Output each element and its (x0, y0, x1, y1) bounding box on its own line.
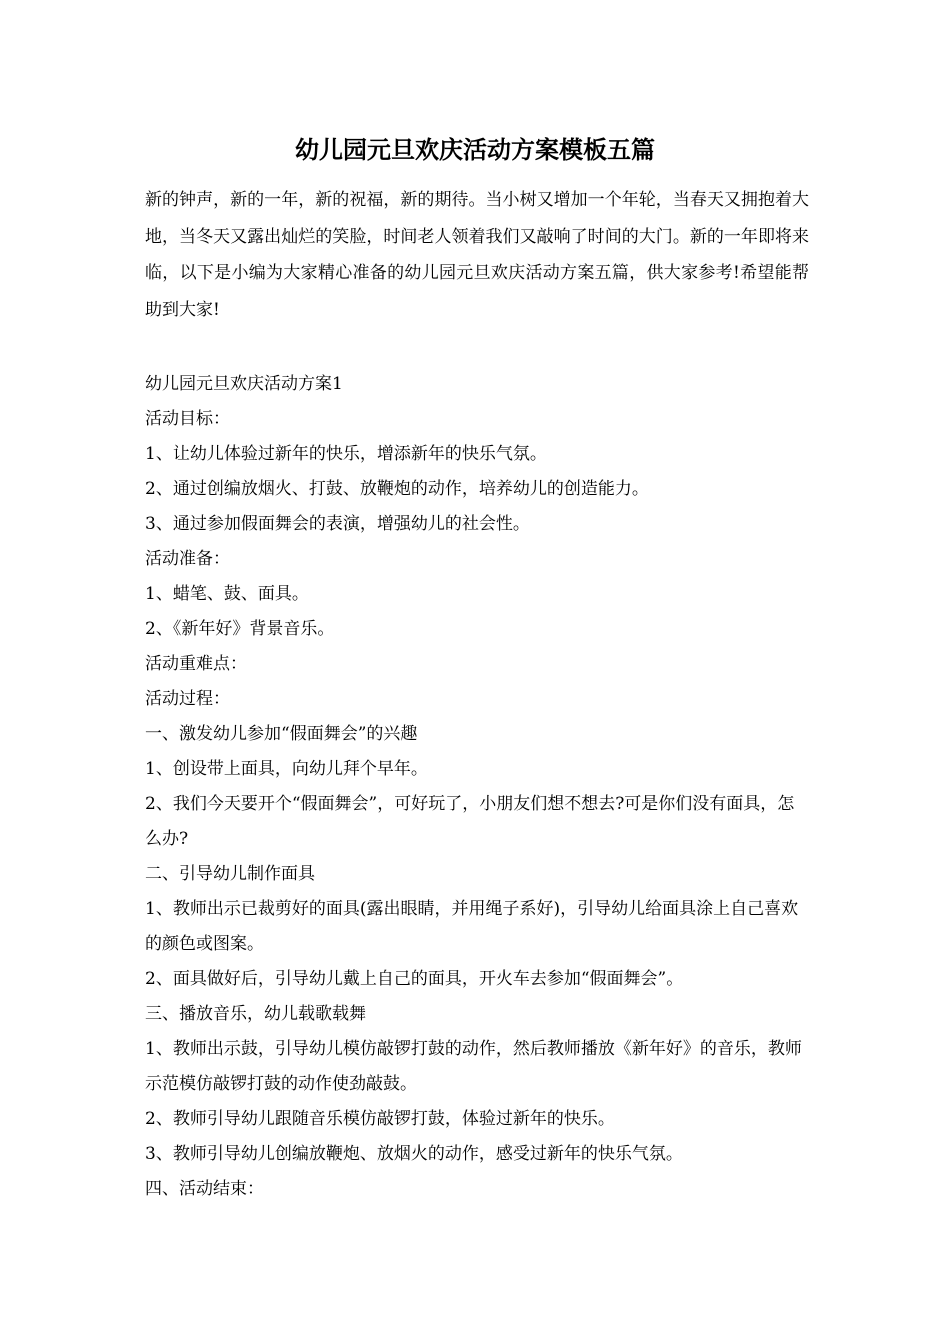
text-line: 四、活动结束： (145, 1179, 264, 1199)
text-line: 2、通过创编放烟火、打鼓、放鞭炮的动作，培养幼儿的创造能力。 (145, 479, 649, 499)
text-line: 活动准备： (145, 549, 230, 569)
text-line: 活动重难点： (145, 654, 247, 674)
text-line: 三、播放音乐，幼儿载歌载舞 (145, 1004, 366, 1024)
text-line: 1、创设带上面具，向幼儿拜个早年。 (145, 759, 428, 779)
text-line: 一、激发幼儿参加“假面舞会”的兴趣 (145, 724, 418, 744)
text-line: 1、教师出示已裁剪好的面具(露出眼睛，并用绳子系好)，引导幼儿给面具涂上自己喜欢的颜色或图案。 (145, 899, 799, 954)
text-line: 1、蜡笔、鼓、面具。 (145, 584, 309, 604)
text-line: 2、教师引导幼儿跟随音乐模仿敲锣打鼓，体验过新年的快乐。 (145, 1109, 615, 1129)
text-line: 1、让幼儿体验过新年的快乐，增添新年的快乐气氛。 (145, 444, 547, 464)
text-line: 3、教师引导幼儿创编放鞭炮、放烟火的动作，感受过新年的快乐气氛。 (145, 1144, 683, 1164)
section-heading: 幼儿园元旦欢庆活动方案1 (145, 374, 343, 394)
intro-paragraph: 新的钟声，新的一年，新的祝福，新的期待。当小树又增加一个年轮，当春天又拥抱着大地，当冬天又露出灿烂的笑脸，时间老人领着我们又敲响了时间的大门。新的一年即将来临，以下是小编为大家精心准备的幼儿园元旦欢庆活动方案五篇，供大家参考!希望能帮助到大家! (145, 190, 809, 320)
text-line: 2、面具做好后，引导幼儿戴上自己的面具，开火车去参加“假面舞会”。 (145, 969, 684, 989)
text-line: 3、通过参加假面舞会的表演，增强幼儿的社会性。 (145, 514, 530, 534)
text-line: 2、《新年好》背景音乐。 (145, 619, 335, 639)
text-line: 活动目标： (145, 409, 230, 429)
text-line: 2、我们今天要开个“假面舞会”，可好玩了，小朋友们想不想去?可是你们没有面具，怎么办? (145, 794, 795, 849)
text-line: 二、引导幼儿制作面具 (145, 864, 315, 884)
document-body (145, 367, 809, 1207)
text-line: 1、教师出示鼓，引导幼儿模仿敲锣打鼓的动作，然后教师播放《新年好》的音乐，教师示范模仿敲锣打鼓的动作使劲敲鼓。 (145, 1039, 802, 1094)
text-line: 活动过程： (145, 689, 230, 709)
document-title: 幼儿园元旦欢庆活动方案模板五篇 (295, 135, 655, 164)
